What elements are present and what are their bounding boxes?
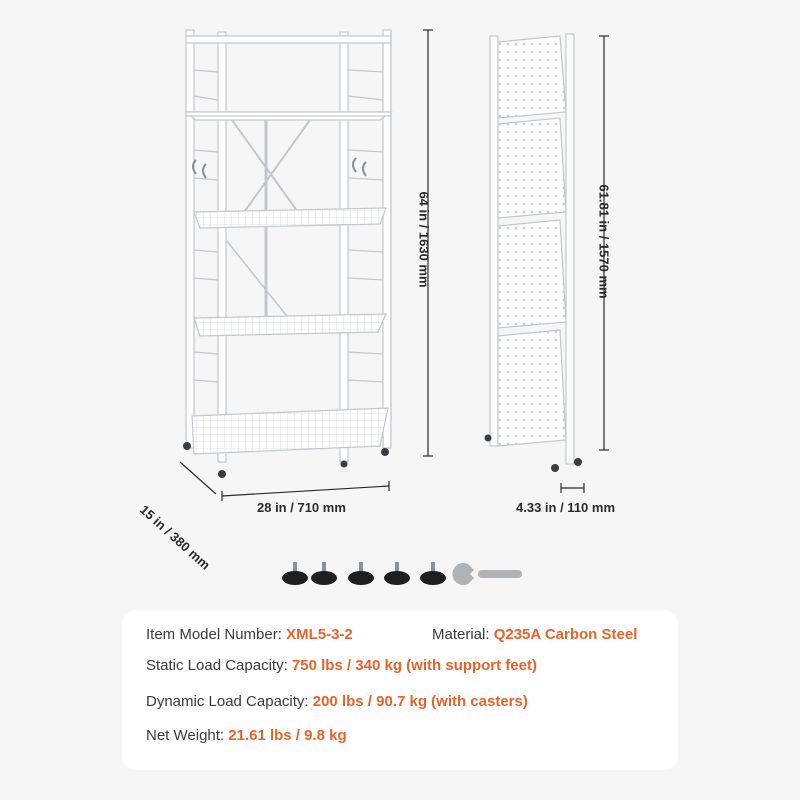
support-feet xyxy=(282,562,446,585)
material-value: Q235A Carbon Steel xyxy=(493,626,638,643)
folded-shelf xyxy=(485,34,583,472)
material-label: Material: xyxy=(432,626,490,643)
material-row xyxy=(432,626,637,643)
assembled-height-label: 64 in / 1630 mm xyxy=(416,191,432,288)
support-foot-icon xyxy=(384,562,410,585)
folded-panel xyxy=(498,36,566,446)
shelf-tier xyxy=(192,408,388,454)
static-load-value: 750 lbs / 340 kg (with support feet) xyxy=(291,657,537,674)
model-value: XML5-3-2 xyxy=(286,626,353,643)
net-weight-row xyxy=(146,727,347,744)
shelf-tier xyxy=(186,112,391,120)
wrench-icon xyxy=(452,563,522,585)
support-foot-icon xyxy=(282,562,308,585)
folded-thickness-label: 4.33 in / 110 mm xyxy=(516,500,616,515)
dynamic-load-label: Dynamic Load Capacity: xyxy=(146,693,309,710)
width-dimension-line xyxy=(222,481,389,501)
assembled-shelf xyxy=(183,30,391,478)
support-foot-icon xyxy=(311,562,337,585)
net-weight-value: 21.61 lbs / 9.8 kg xyxy=(228,727,347,744)
depth-dimension-line xyxy=(180,462,216,494)
shelf-tier xyxy=(194,314,386,336)
dynamic-load-value: 200 lbs / 90.7 kg (with casters) xyxy=(312,693,528,710)
support-foot-icon xyxy=(420,562,446,585)
spec-card xyxy=(122,610,678,770)
model-row xyxy=(146,626,353,643)
assembled-depth-label: 15 in / 380 mm xyxy=(136,501,214,573)
folded-height-label: 61.81 in / 1570 mm xyxy=(596,184,612,299)
static-load-label: Static Load Capacity: xyxy=(146,657,288,674)
shelf-tier xyxy=(194,208,386,228)
dynamic-load-row xyxy=(146,693,528,710)
support-foot-icon xyxy=(348,562,374,585)
static-load-row xyxy=(146,657,537,674)
model-label: Item Model Number: xyxy=(146,626,282,643)
folded-thickness-dimension-line xyxy=(561,483,584,493)
assembled-width-label: 28 in / 710 mm xyxy=(257,500,346,515)
net-weight-label: Net Weight: xyxy=(146,727,225,744)
